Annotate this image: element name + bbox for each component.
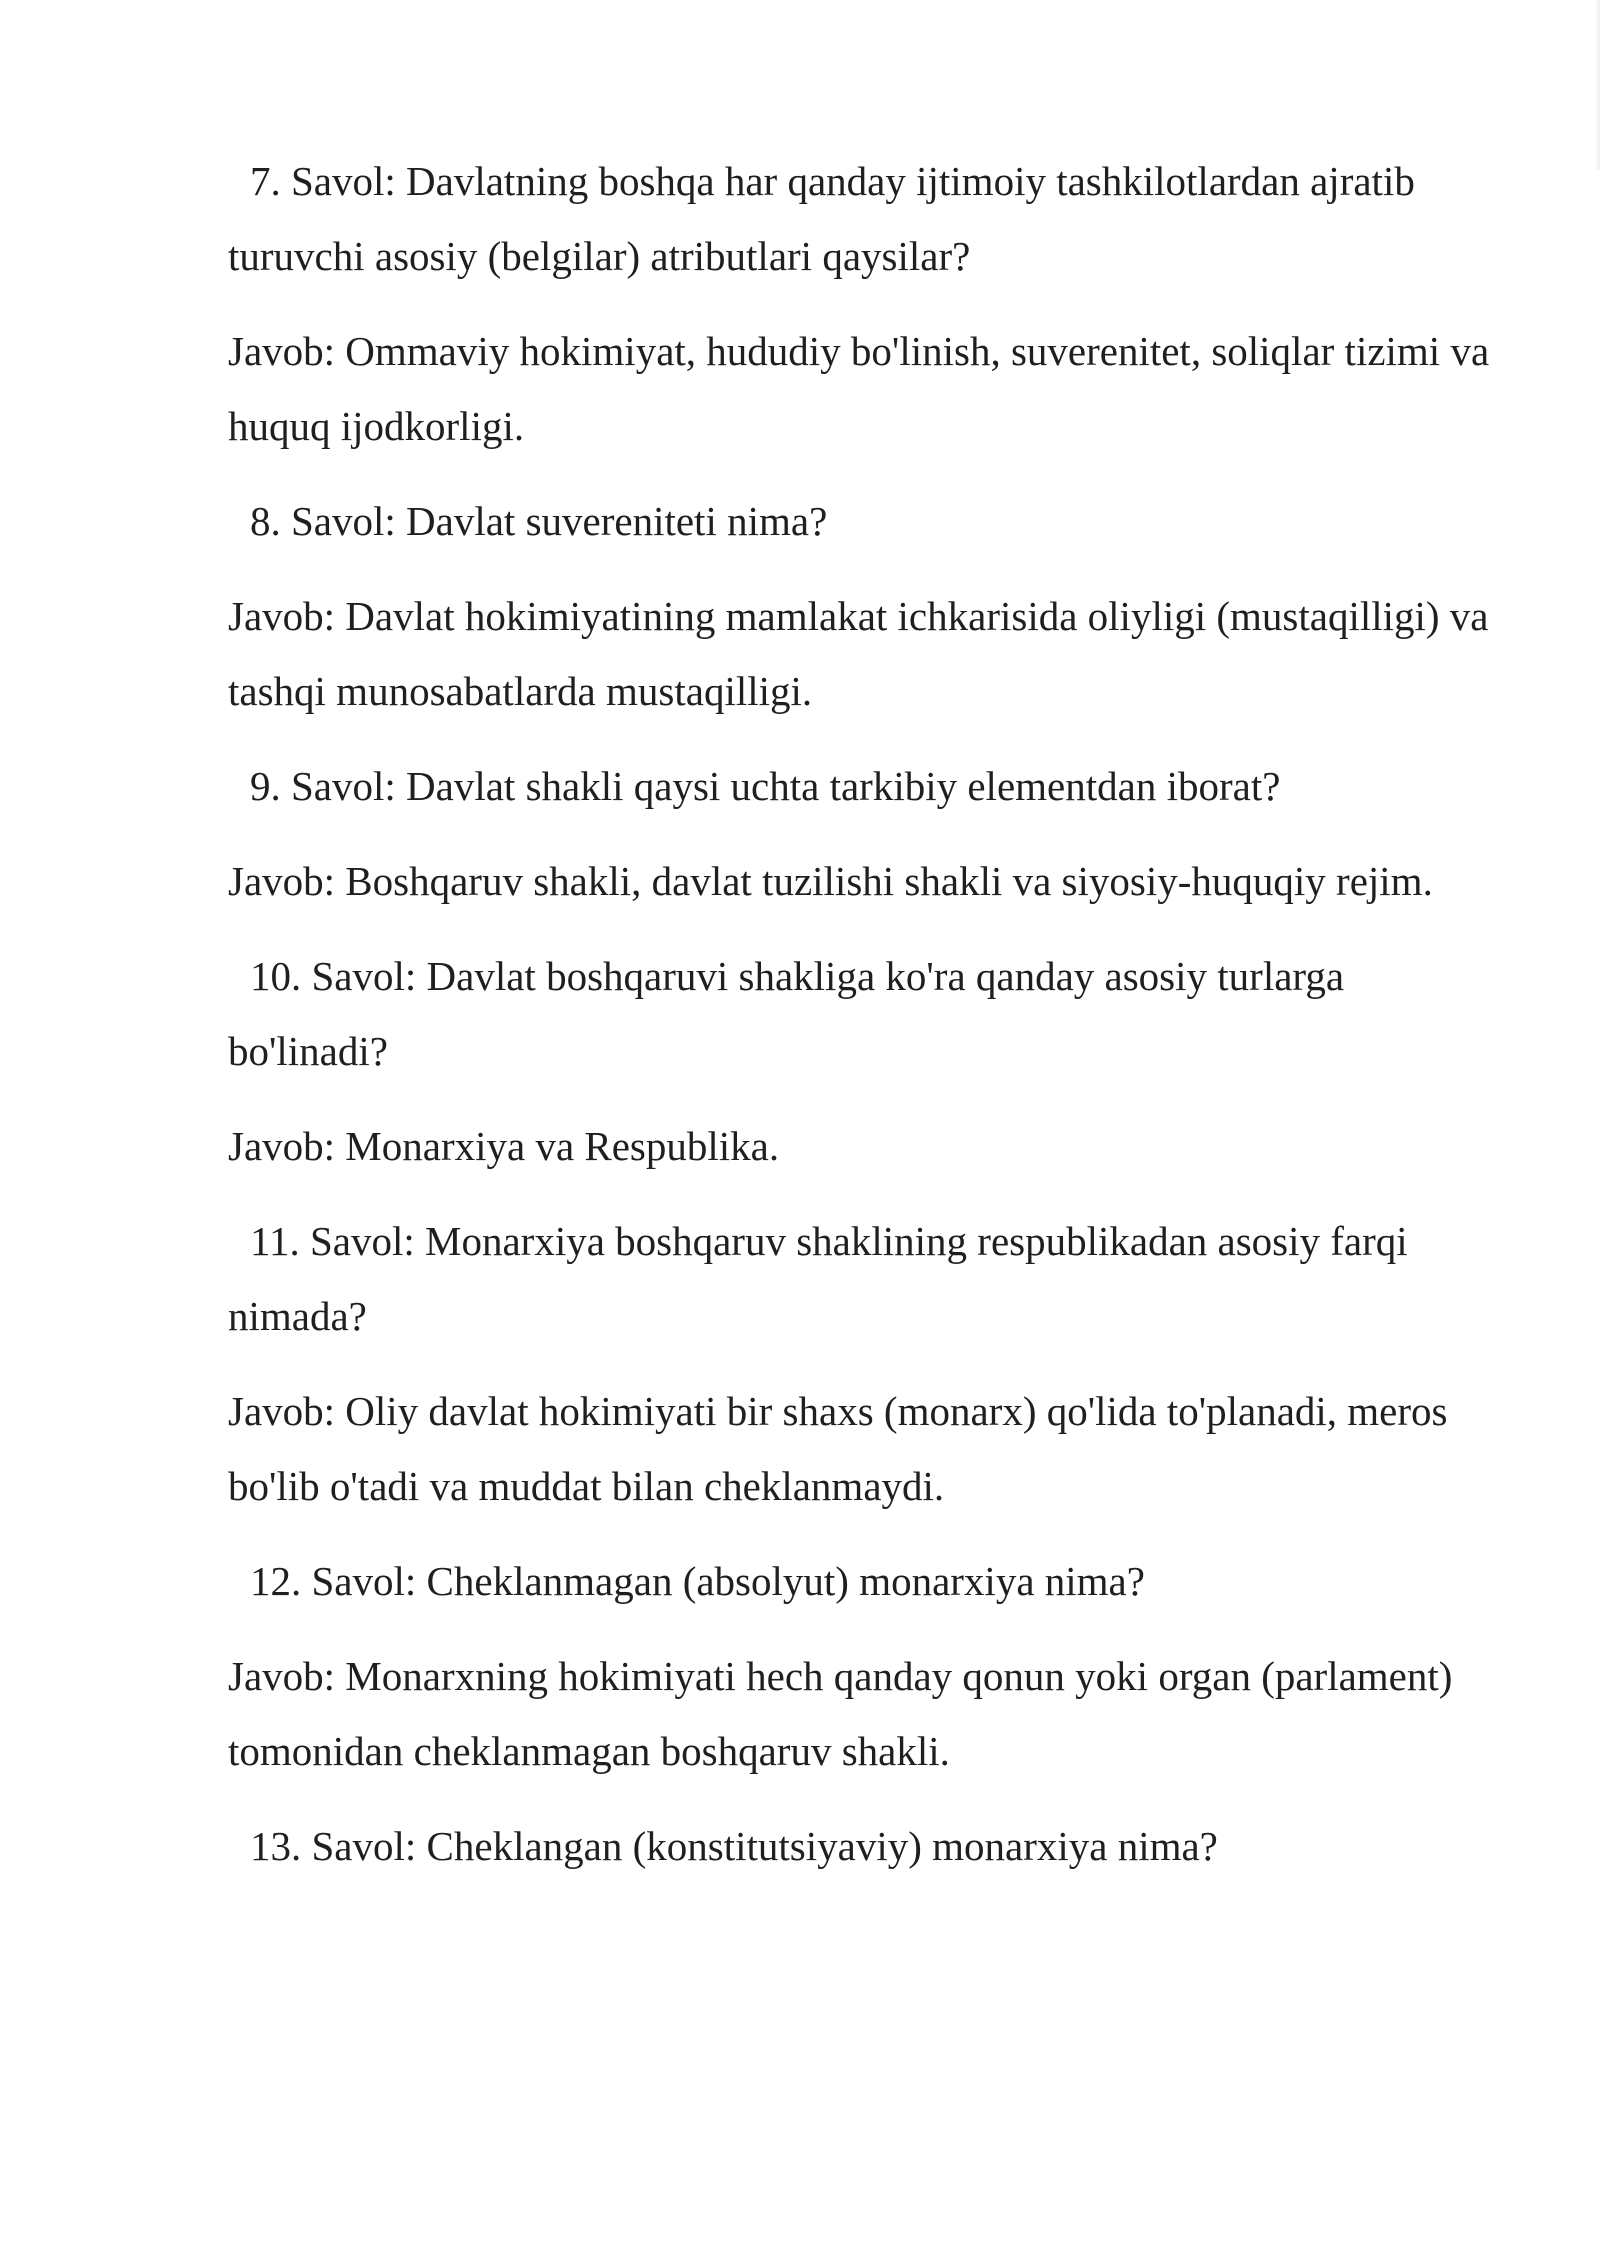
- answer-8: Javob: Davlat hokimiyatining mamlakat ichkarisida oliyligi (mustaqilligi) va tashqi munosabatlarda mustaqilligi.: [228, 593, 1489, 714]
- question-13: 13. Savol: Cheklangan (konstitutsiyaviy) monarxiya nima?: [250, 1823, 1218, 1869]
- answer-7: Javob: Ommaviy hokimiyat, hududiy bo'linish, suverenitet, soliqlar tizimi va huquq ijodkorligi.: [228, 328, 1490, 449]
- question-8: 8. Savol: Davlat suvereniteti nima?: [250, 498, 828, 544]
- answer-9: Javob: Boshqaruv shakli, davlat tuzilishi shakli va siyosiy-huquqiy rejim.: [228, 858, 1433, 904]
- answer-10: Javob: Monarxiya va Respublika.: [228, 1123, 780, 1169]
- question-12: 12. Savol: Cheklanmagan (absolyut) monarxiya nima?: [250, 1558, 1145, 1604]
- question-7: 7. Savol: Davlatning boshqa har qanday ijtimoiy tashkilotlardan ajratib turuvchi asosiy (belgilar) atributlari qaysilar?: [228, 158, 1415, 279]
- question-10: 10. Savol: Davlat boshqaruvi shakliga ko'ra qanday asosiy turlarga bo'linadi?: [228, 953, 1345, 1074]
- question-9: 9. Savol: Davlat shakli qaysi uchta tarkibiy elementdan iborat?: [250, 763, 1281, 809]
- page-edge-shadow: [1594, 0, 1600, 170]
- document-content: [228, 144, 1493, 1904]
- question-11: 11. Savol: Monarxiya boshqaruv shaklining respublikadan asosiy farqi nimada?: [228, 1218, 1408, 1339]
- answer-12: Javob: Monarxning hokimiyati hech qanday qonun yoki organ (parlament) tomonidan cheklanmagan boshqaruv shakli.: [228, 1653, 1453, 1774]
- answer-11: Javob: Oliy davlat hokimiyati bir shaxs (monarx) qo'lida to'planadi, meros bo'lib o'tadi va muddat bilan cheklanmaydi.: [228, 1388, 1448, 1509]
